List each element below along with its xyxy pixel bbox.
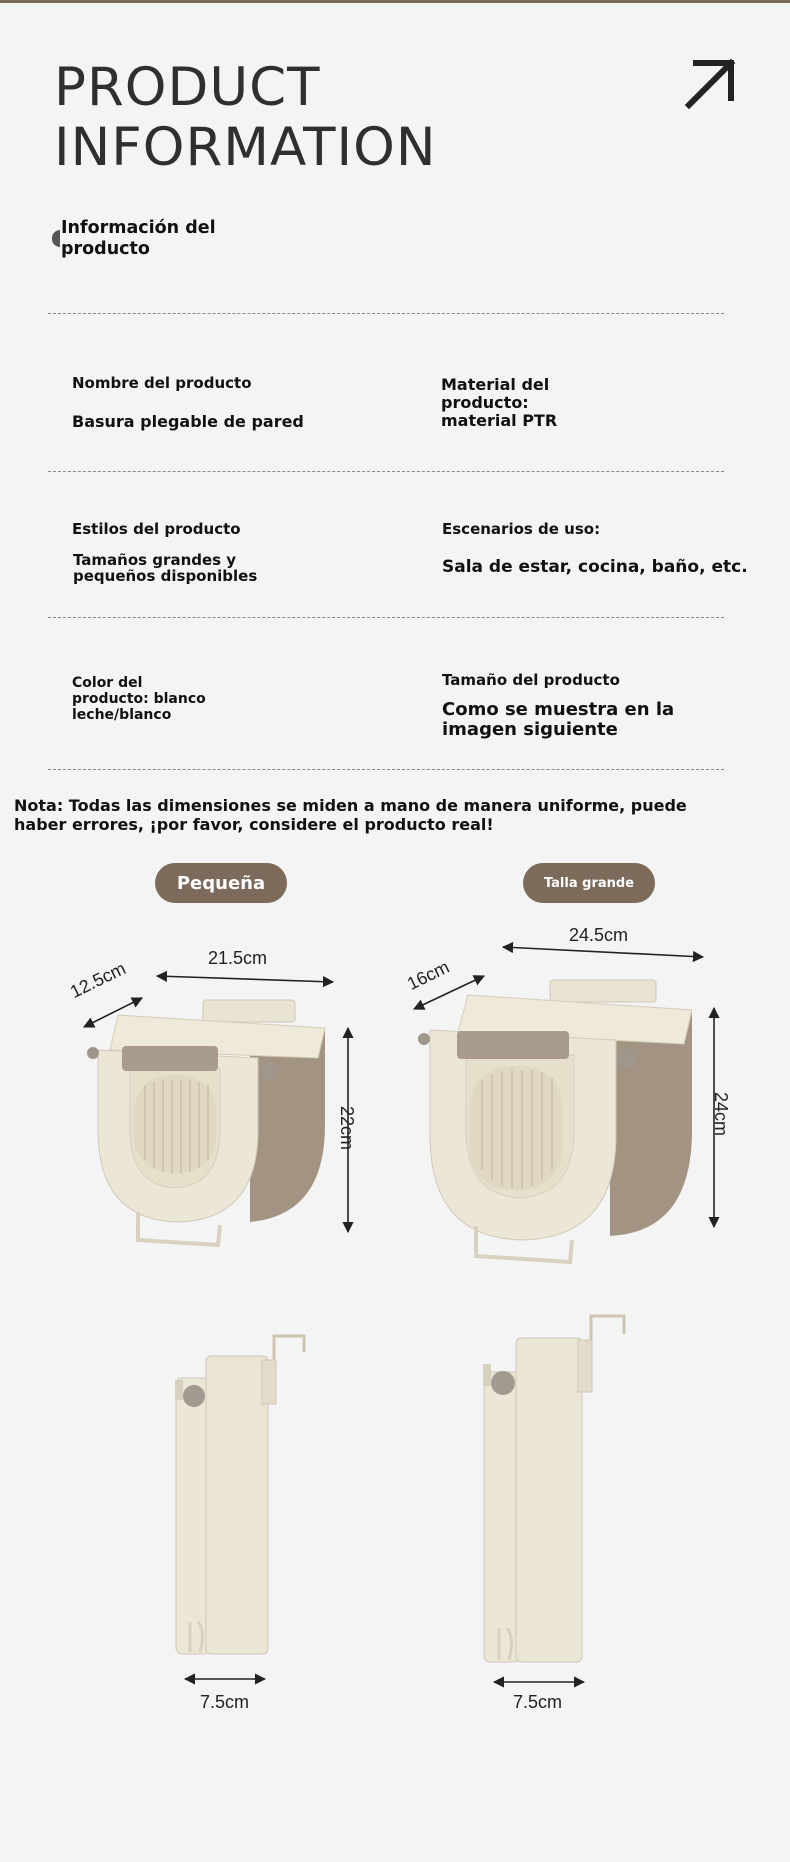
- size-value: Como se muestra en la imagen siguiente: [442, 699, 675, 740]
- scenarios-value: Sala de estar, cocina, baño, etc.: [442, 557, 748, 577]
- product-name-label: Nombre del producto: [72, 374, 252, 392]
- product-name-value: Basura plegable de pared: [72, 412, 304, 431]
- large-bin-front: [418, 980, 692, 1262]
- measurement-note: Nota: Todas las dimensiones se miden a mano de manera uniforme, puede haber errores, ¡por favor, considere el producto real!: [14, 796, 687, 834]
- large-side-width-label: 7.5cm: [513, 1692, 563, 1712]
- large-height-label: 24cm: [711, 1092, 731, 1137]
- small-width-label: 21.5cm: [208, 948, 268, 968]
- size-badge-large: Talla grande: [523, 863, 655, 903]
- large-depth-label: 16cm: [404, 956, 453, 994]
- material-text: Material del producto: material PTR: [441, 375, 558, 430]
- small-bin-side: [175, 1336, 304, 1654]
- styles-value: Tamaños grandes y pequeños disponibles: [73, 551, 258, 585]
- styles-label: Estilos del producto: [72, 520, 241, 538]
- scenarios-label: Escenarios de uso:: [442, 520, 601, 538]
- large-bin-side: [483, 1316, 624, 1662]
- title-line-2: INFORMATION: [54, 117, 437, 178]
- small-height-label: 22cm: [337, 1106, 357, 1151]
- size-label: Tamaño del producto: [442, 671, 620, 689]
- large-width-label: 24.5cm: [569, 925, 629, 945]
- small-depth-label: 12.5cm: [67, 958, 129, 1002]
- small-side-width-label: 7.5cm: [200, 1692, 250, 1712]
- title-line-1: PRODUCT: [54, 57, 321, 118]
- section-subtitle: Información del producto: [61, 218, 216, 259]
- color-text: Color del producto: blanco leche/blanco: [72, 675, 206, 723]
- size-badge-small: Pequeña: [155, 863, 287, 903]
- small-bin-front: [87, 1000, 325, 1245]
